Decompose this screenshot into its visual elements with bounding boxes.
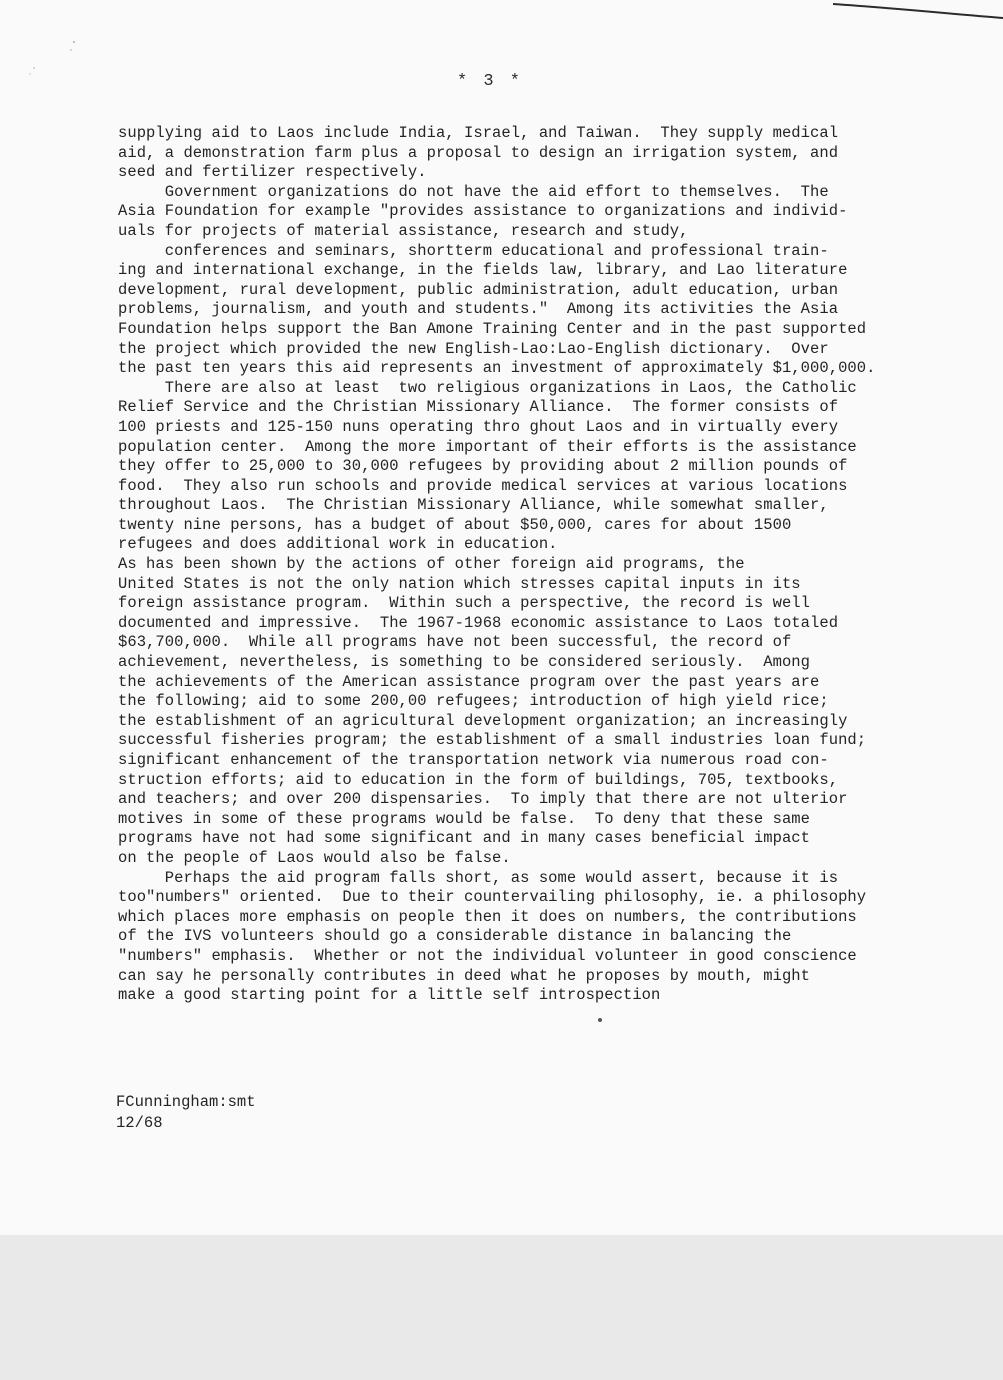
text-line: "numbers" emphasis. Whether or not the individual volunteer in good conscience	[118, 946, 857, 965]
text-line: documented and impressive. The 1967-1968 economic assistance to Laos totaled	[118, 613, 839, 632]
text-line: too"numbers" oriented. Due to their countervailing philosophy, ie. a philosophy	[118, 888, 867, 907]
text-line: which places more emphasis on people then it does on numbers, the contributions	[118, 907, 857, 926]
text-line: achievement, nevertheless, is something to be considered seriously. Among	[118, 653, 811, 672]
page-number: * 3 *	[456, 72, 523, 91]
text-line: Relief Service and the Christian Missionary Alliance. The former consists of	[118, 398, 839, 417]
text-line: $63,700,000. While all programs have not been successful, the record of	[118, 633, 792, 652]
ink-dot	[598, 1018, 602, 1022]
text-line: can say he personally contributes in deed what he proposes by mouth, might	[118, 966, 811, 985]
text-line: United States is not the only nation which stresses capital inputs in its	[118, 574, 801, 593]
paper-edge-mark	[833, 0, 1003, 22]
text-line: significant enhancement of the transportation network via numerous road con-	[118, 751, 829, 769]
text-line: aid, a demonstration farm plus a proposal to design an irrigation system, and	[118, 143, 839, 162]
paragraph	[118, 555, 918, 869]
body-text	[118, 124, 918, 1006]
text-line: development, rural development, public administration, adult education, urban	[118, 280, 839, 299]
text-line: on the people of Laos would also be false.	[118, 848, 511, 867]
text-line: and teachers; and over 200 dispensaries. To imply that there are not ulterior	[118, 790, 848, 809]
text-line: food. They also run schools and provide medical services at various locations	[118, 476, 848, 495]
text-line: the achievements of the American assistance program over the past years are	[118, 672, 820, 691]
text-line: the following; aid to some 200,00 refugees; introduction of high yield rice;	[118, 692, 829, 711]
paragraph	[118, 869, 918, 1006]
text-line: Foundation helps support the Ban Amone Training Center and in the past supported	[118, 319, 867, 338]
text-line: twenty nine persons, has a budget of about $50,000, cares for about 1500	[118, 515, 792, 534]
text-line: the project which provided the new English-Lao:Lao-English dictionary. Over	[118, 339, 829, 358]
text-line: population center. Among the more important of their efforts is the assistance	[118, 437, 857, 456]
text-line: uals for projects of material assistance, research and study,	[118, 221, 689, 240]
text-line: foreign assistance program. Within such a perspective, the record is well	[118, 594, 811, 613]
text-line: As has been shown by the actions of other foreign aid programs, the	[118, 555, 745, 574]
text-line: make a good starting point for a little self introspection	[118, 986, 661, 1005]
text-line: Perhaps the aid program falls short, as some would assert, because it is	[118, 868, 839, 887]
text-line: seed and fertilizer respectively.	[118, 163, 427, 182]
signature-date: 12/68	[116, 1114, 163, 1132]
text-line: throughout Laos. The Christian Missionary Alliance, while somewhat smaller,	[118, 496, 829, 515]
text-line: There are also at least two religious organizations in Laos, the Catholic	[118, 378, 857, 397]
text-line: Government organizations do not have the aid effort to themselves. The	[118, 182, 829, 201]
text-line: conferences and seminars, shortterm educational and professional train-	[118, 241, 829, 260]
paragraph	[118, 124, 918, 183]
text-line: they offer to 25,000 to 30,000 refugees by providing about 2 million pounds of	[118, 457, 848, 476]
text-line: Asia Foundation for example "provides assistance to organizations and individ-	[118, 202, 848, 221]
text-line: struction efforts; aid to education in the form of buildings, 705, textbooks,	[118, 770, 839, 789]
text-line: programs have not had some significant and in many cases beneficial impact	[118, 829, 811, 848]
text-line: the past ten years this aid represents an investment of approximately $1,000,000.	[118, 359, 876, 378]
signature-block	[116, 1092, 256, 1134]
author-initials: FCunningham:smt	[116, 1093, 256, 1111]
text-line: 100 priests and 125-150 nuns operating thro ghout Laos and in virtually every	[118, 417, 839, 436]
text-line: the establishment of an agricultural development organization; an increasingly	[118, 711, 848, 730]
paragraph	[118, 379, 918, 555]
text-line: motives in some of these programs would be false. To deny that these same	[118, 809, 811, 828]
text-line: of the IVS volunteers should go a considerable distance in balancing the	[118, 927, 792, 946]
text-line: problems, journalism, and youth and students." Among its activities the Asia	[118, 300, 839, 319]
text-line: ing and international exchange, in the fields law, library, and Lao literature	[118, 261, 848, 280]
paragraph	[118, 183, 918, 379]
text-line: supplying aid to Laos include India, Israel, and Taiwan. They supply medical	[118, 124, 839, 142]
text-line: refugees and does additional work in education.	[118, 535, 558, 554]
text-line: successful fisheries program; the establishment of a small industries loan fund;	[118, 731, 867, 750]
